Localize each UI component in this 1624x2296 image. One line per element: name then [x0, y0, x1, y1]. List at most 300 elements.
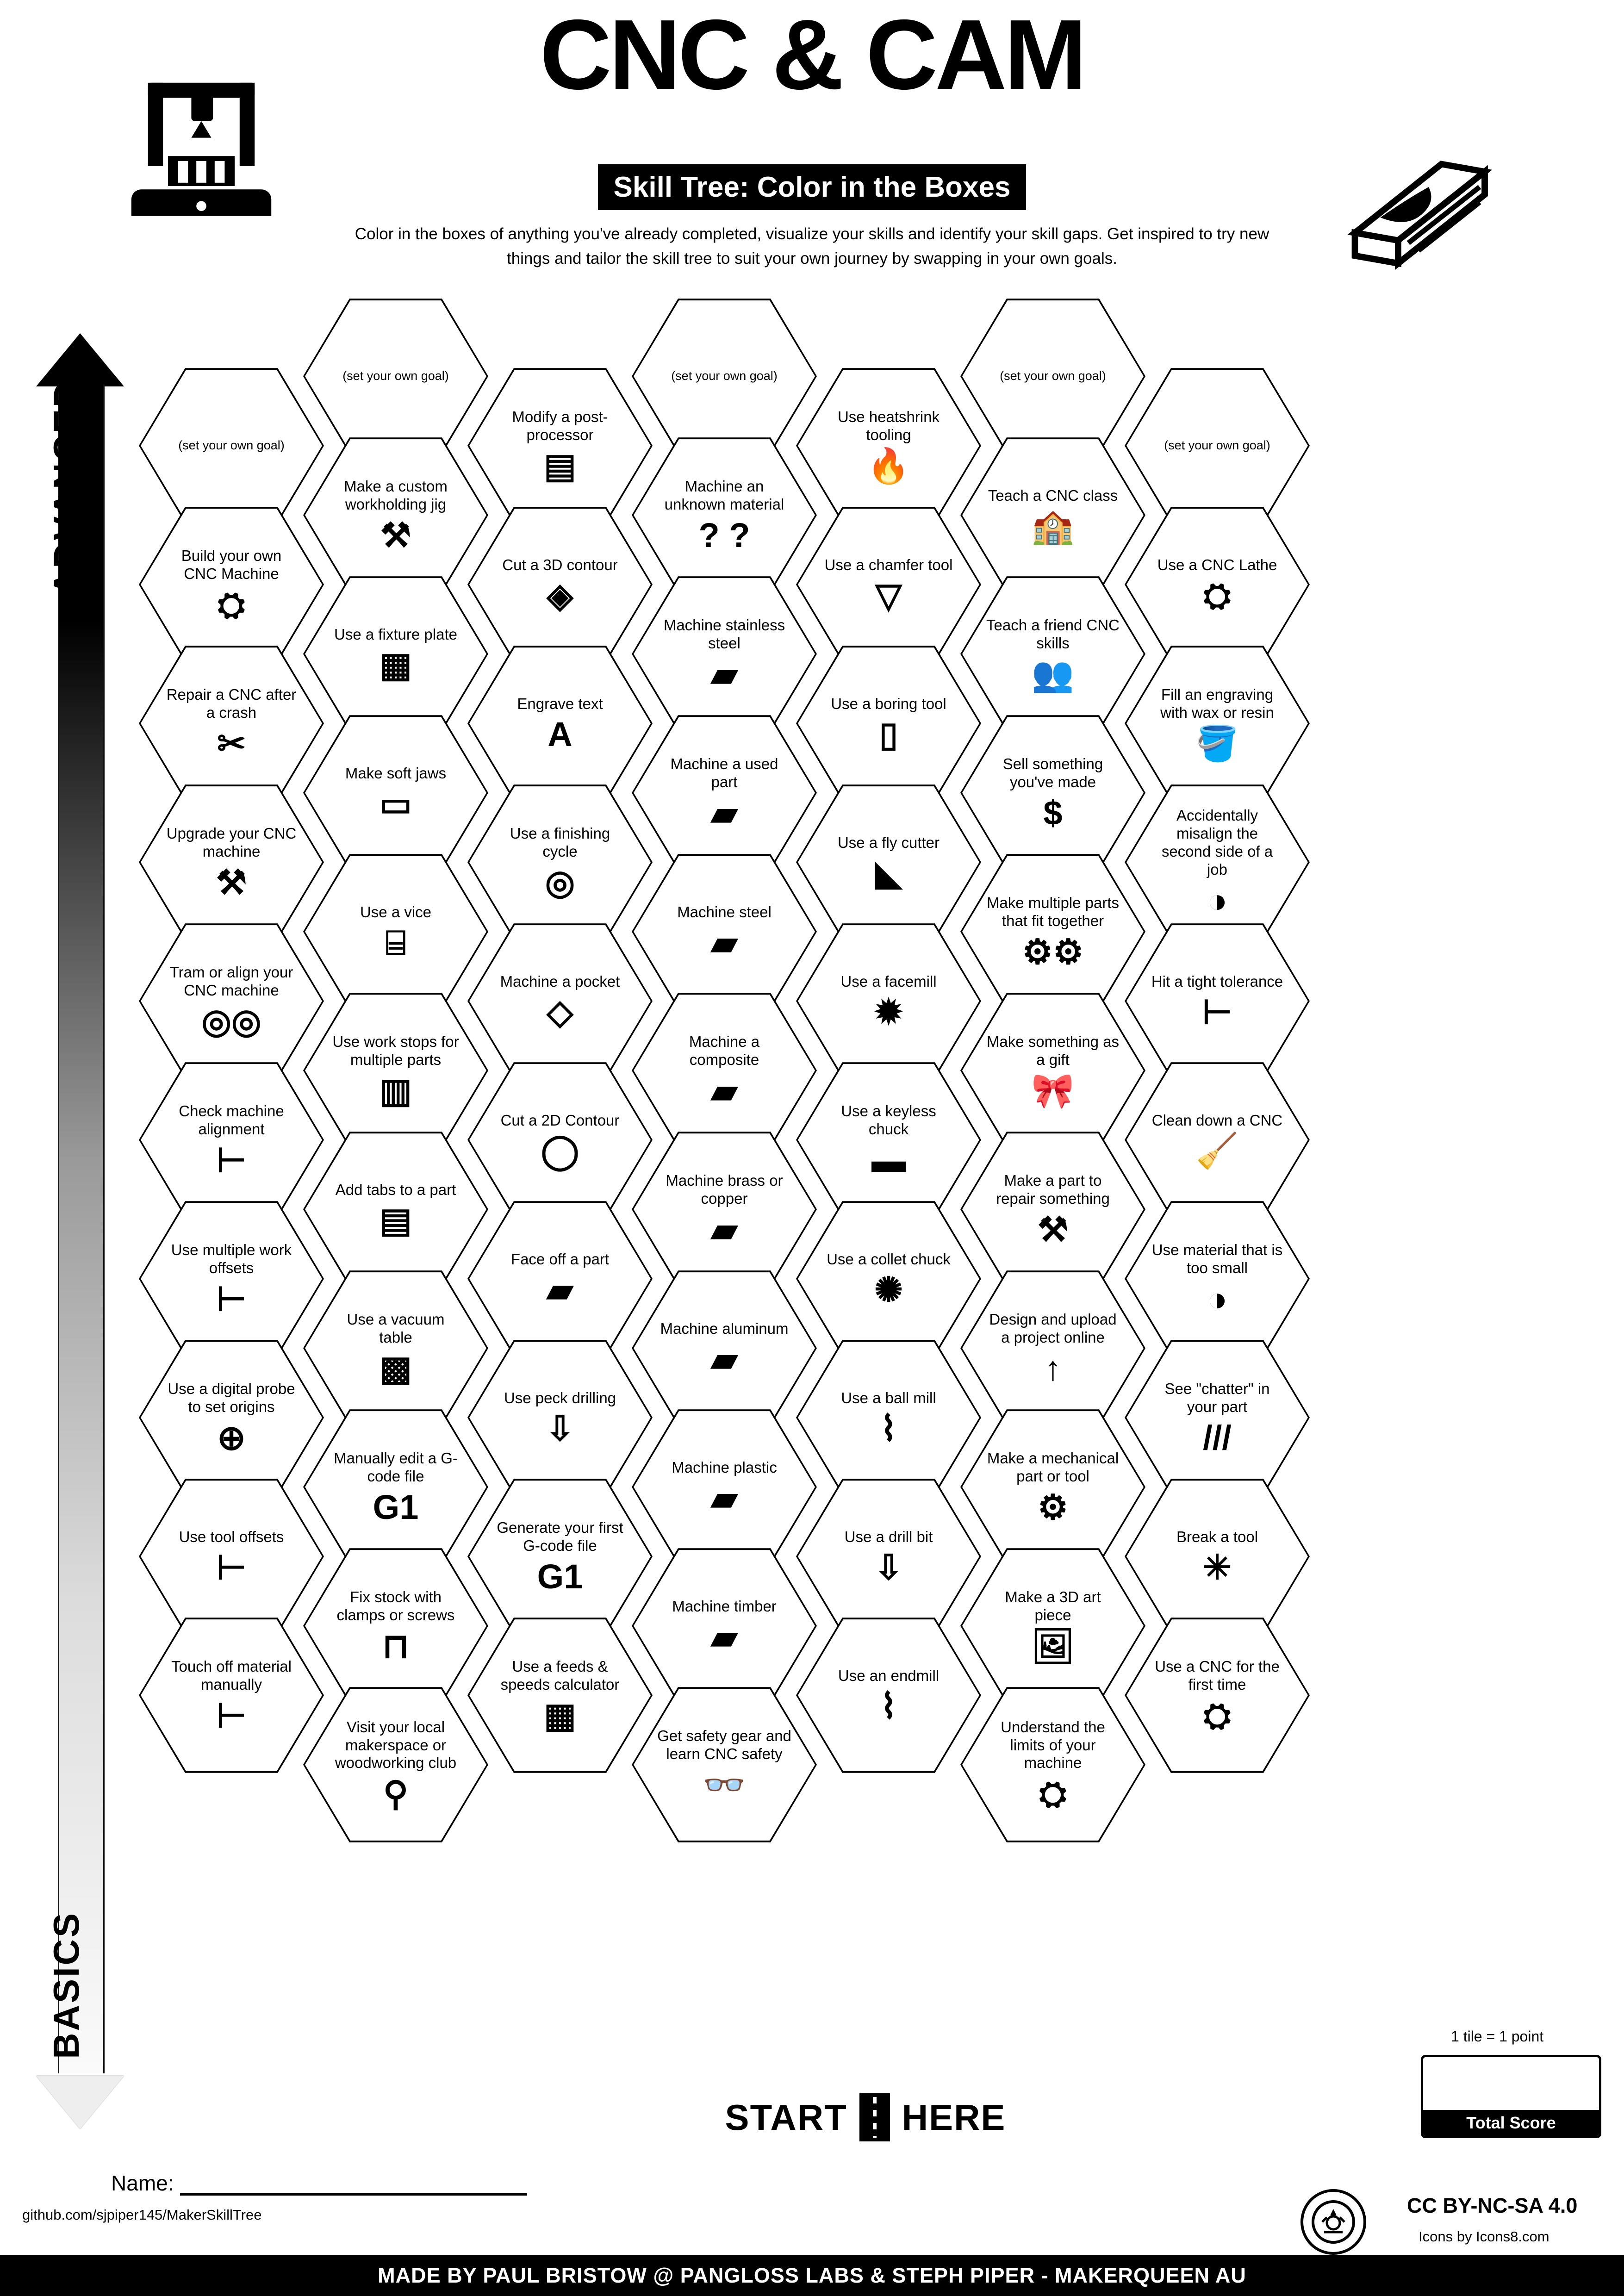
- skill-label: Use a feeds & speeds calculator: [500, 1658, 620, 1693]
- hex-content: [491, 654, 629, 793]
- hex-content: [1148, 1070, 1287, 1209]
- skill-hex[interactable]: [139, 1338, 324, 1498]
- hex-content: [655, 446, 794, 585]
- skill-label: Tram or align your CNC machine: [169, 964, 293, 999]
- hex-content: [819, 1626, 958, 1765]
- skill-label: Fix stock with clamps or screws: [336, 1588, 455, 1624]
- skill-label: Machine brass or copper: [666, 1172, 783, 1207]
- hex-content: [326, 1279, 465, 1418]
- total-score-label: Total Score: [1423, 2110, 1599, 2136]
- skill-hex[interactable]: [960, 1546, 1145, 1706]
- skill-label: Use a facemill: [840, 972, 937, 990]
- skill-label: Machine a composite: [689, 1033, 760, 1068]
- vice-icon: ⌸: [385, 923, 406, 962]
- hex-content: [162, 1209, 301, 1348]
- skill-label: Make something as a gift: [986, 1033, 1120, 1068]
- skill-hex[interactable]: [139, 921, 324, 1081]
- page-blurb: Color in the boxes of anything you've already completed, visualize your skills and identify your skill gaps. Get inspired to try new things and tailor the skill tree to suit your own journey by swapping in your own goals.: [355, 225, 1269, 268]
- drill-bit-icon: ⇩: [874, 1548, 903, 1587]
- skill-hex[interactable]: [796, 1615, 981, 1775]
- cnc-machine-icon: ⛭: [1039, 1774, 1067, 1813]
- skill-label: Accidentally misalign the second side of a job: [1161, 807, 1273, 878]
- hex-content: [983, 1279, 1122, 1418]
- skill-label: Make a 3D art piece: [1005, 1588, 1101, 1624]
- hex-content: [819, 1209, 958, 1348]
- skill-hex[interactable]: [960, 990, 1145, 1151]
- skill-label: Use a vacuum table: [347, 1311, 445, 1346]
- hex-content: [819, 1070, 958, 1209]
- hex-content: [819, 793, 958, 932]
- skill-label: Machine steel: [677, 903, 772, 921]
- skill-hex[interactable]: [467, 504, 653, 665]
- wrench-screwdriver-icon: ⚒: [380, 516, 411, 554]
- skill-hex[interactable]: [303, 1546, 488, 1706]
- license-text: CC BY-NC-SA 4.0: [1407, 2194, 1578, 2217]
- hex-content: [491, 1070, 629, 1209]
- skill-hex[interactable]: [139, 782, 324, 942]
- skill-hex[interactable]: [139, 1199, 324, 1359]
- skill-label: (set your own goal): [342, 369, 449, 383]
- skill-label: Use a keyless chuck: [841, 1102, 936, 1138]
- skill-label: (set your own goal): [1000, 369, 1106, 383]
- skill-hex[interactable]: [960, 852, 1145, 1012]
- skill-hex[interactable]: [796, 782, 981, 942]
- hex-content: [655, 1418, 794, 1556]
- skill-label: (set your own goal): [671, 369, 778, 383]
- ball-mill-icon: ⌇: [880, 1409, 897, 1448]
- dial-gauges-icon: ◎◎: [201, 1002, 261, 1040]
- page-title: CNC & CAM: [540, 0, 1084, 110]
- skill-hex[interactable]: [796, 643, 981, 803]
- fly-cutter-icon: ◣: [875, 854, 902, 893]
- hex-content: [1148, 1209, 1287, 1348]
- skill-hex[interactable]: [796, 366, 981, 526]
- hex-content: [983, 446, 1122, 585]
- tile-point-note: 1 tile = 1 point: [1451, 2028, 1544, 2045]
- metal-bar-icon: ▰: [711, 1479, 738, 1518]
- skill-hex[interactable]: [1125, 1615, 1310, 1775]
- skill-label: Machine aluminum: [660, 1319, 789, 1337]
- hex-content: [326, 1140, 465, 1279]
- skill-hex[interactable]: [796, 1476, 981, 1636]
- metal-bar-icon: ▰: [711, 1340, 738, 1379]
- github-link[interactable]: github.com/sjpiper145/MakerSkillTree: [22, 2207, 262, 2223]
- hex-content: [983, 307, 1122, 446]
- hex-content: [819, 654, 958, 793]
- hex-content: [326, 862, 465, 1001]
- lathe-icon: ⛭: [1203, 576, 1231, 615]
- skill-label: Cut a 2D Contour: [500, 1111, 620, 1129]
- teacher-board-icon: 🏫: [1031, 507, 1075, 546]
- hex-content: [326, 307, 465, 446]
- hex-content: [655, 307, 794, 446]
- hex-content: [983, 585, 1122, 723]
- letter-a-icon: A: [548, 715, 572, 754]
- skill-label: Generate your first G-code file: [497, 1519, 623, 1554]
- skill-hex[interactable]: [139, 366, 324, 526]
- hex-content: [983, 1556, 1122, 1695]
- 2d-contour-icon: ◯: [541, 1132, 579, 1170]
- hex-content: [1148, 515, 1287, 654]
- calculator-icon: ▦: [544, 1696, 576, 1735]
- hex-content: [1148, 1626, 1287, 1765]
- hex-content: [326, 1556, 465, 1695]
- skill-label: Use a ball mill: [841, 1389, 936, 1406]
- skill-label: Fill an engraving with wax or resin: [1160, 686, 1274, 721]
- skill-hex[interactable]: [796, 504, 981, 665]
- metal-bar-icon: ▰: [711, 793, 738, 832]
- g1-file-icon: G1: [537, 1557, 583, 1596]
- hex-content: [162, 1070, 301, 1209]
- skill-hex[interactable]: [303, 574, 488, 734]
- skill-label: Add tabs to a part: [335, 1181, 456, 1198]
- hex-content: [162, 515, 301, 654]
- hex-content: [491, 1209, 629, 1348]
- skill-label: Make a custom workholding jig: [344, 478, 448, 513]
- skill-hex[interactable]: [1125, 1199, 1310, 1359]
- skill-label: Design and upload a project online: [989, 1311, 1117, 1346]
- fixture-plate-icon: ▦: [380, 646, 412, 684]
- hex-content: [162, 1348, 301, 1487]
- skill-hex[interactable]: [303, 1129, 488, 1289]
- face-off-icon: ▰: [547, 1270, 573, 1309]
- metal-bar-icon: ▰: [711, 923, 738, 962]
- skill-label: Use work stops for multiple parts: [332, 1033, 459, 1068]
- skill-hex[interactable]: [303, 990, 488, 1151]
- flame-icon: 🔥: [867, 446, 910, 485]
- caliper-icon: ⊢: [216, 1279, 247, 1318]
- hex-content: [655, 1279, 794, 1418]
- g1-file-icon: G1: [373, 1487, 419, 1526]
- skill-hex[interactable]: [467, 1060, 653, 1220]
- skill-hex[interactable]: [632, 1685, 817, 1845]
- wrench-screwdriver-icon: ⚒: [1037, 1210, 1069, 1249]
- skill-hex[interactable]: [467, 1338, 653, 1498]
- skill-label: Make soft jaws: [345, 764, 447, 782]
- hex-content: [491, 1348, 629, 1487]
- skill-label: Use a fly cutter: [837, 834, 940, 851]
- skill-label: Use a boring tool: [831, 695, 946, 712]
- skill-label: Use peck drilling: [504, 1389, 616, 1406]
- hex-content: [655, 862, 794, 1001]
- skill-hex[interactable]: [303, 1268, 488, 1428]
- skill-label: Use heatshrink tooling: [837, 408, 940, 443]
- skill-label: Use a CNC Lathe: [1157, 556, 1277, 573]
- hex-content: [655, 1695, 794, 1834]
- skill-label: Engrave text: [517, 695, 603, 712]
- skill-hex[interactable]: [960, 1685, 1145, 1845]
- hex-content: [162, 654, 301, 793]
- boring-tool-icon: ▯: [879, 715, 898, 754]
- caliper-icon: ⊢: [216, 1696, 247, 1735]
- skill-label: Machine a used part: [670, 755, 778, 790]
- skill-label: Face off a part: [510, 1250, 610, 1268]
- skill-hex[interactable]: [632, 296, 817, 456]
- hex-content: [819, 1487, 958, 1626]
- skill-hex[interactable]: [139, 1476, 324, 1636]
- skill-hex[interactable]: [796, 921, 981, 1081]
- skill-hex[interactable]: [960, 435, 1145, 595]
- skill-label: Use an endmill: [838, 1667, 940, 1684]
- cnc-upgrade-icon: ⚒: [216, 863, 247, 902]
- skill-label: Machine an unknown material: [664, 478, 784, 513]
- skill-hex[interactable]: [960, 574, 1145, 734]
- skill-label: Hit a tight tolerance: [1151, 972, 1283, 990]
- skill-hex[interactable]: [960, 713, 1145, 873]
- skill-label: Touch off material manually: [171, 1658, 292, 1693]
- skill-hex[interactable]: [796, 1199, 981, 1359]
- peck-drill-icon: ⇩: [545, 1409, 574, 1448]
- skill-label: Teach a CNC class: [988, 486, 1118, 504]
- total-score-box[interactable]: [1421, 2055, 1601, 2138]
- metal-bar-icon: ▰: [711, 1071, 738, 1110]
- 3d-contour-icon: ◈: [547, 576, 573, 615]
- skill-hex[interactable]: [467, 643, 653, 803]
- hex-content: [326, 723, 465, 862]
- road-icon: [859, 2093, 890, 2141]
- small-part-icon: ◑: [1207, 1279, 1228, 1318]
- hex-content: [819, 515, 958, 654]
- skill-hex[interactable]: [1125, 366, 1310, 526]
- skill-hex[interactable]: [960, 1129, 1145, 1289]
- axis-label-basics: BASICS: [46, 1911, 87, 2059]
- skill-label: Use a finishing cycle: [510, 825, 610, 860]
- skill-hex[interactable]: [303, 713, 488, 873]
- skill-hex[interactable]: [303, 852, 488, 1012]
- skill-label: Sell something you've made: [1002, 755, 1103, 790]
- skill-label: Build your own CNC Machine: [181, 547, 282, 582]
- skill-hex[interactable]: [467, 782, 653, 942]
- skill-label: Check machine alignment: [179, 1102, 284, 1138]
- skill-label: Use a vice: [360, 903, 432, 921]
- hex-content: [491, 515, 629, 654]
- skill-hex[interactable]: [467, 1199, 653, 1359]
- gears-icon: ⚙⚙: [1022, 932, 1084, 971]
- metal-bar-icon: ▰: [711, 1210, 738, 1249]
- skill-hex[interactable]: [467, 366, 653, 526]
- skill-hex[interactable]: [139, 504, 324, 665]
- skill-hex[interactable]: [1125, 1476, 1310, 1636]
- hex-content: [1148, 1348, 1287, 1487]
- skill-hex[interactable]: [960, 296, 1145, 456]
- cnc-machine-icon: ⛭: [1203, 1696, 1231, 1735]
- metal-bar-icon: ▰: [711, 654, 738, 693]
- skill-label: Use a drill bit: [844, 1528, 933, 1545]
- skill-label: Make a mechanical part or tool: [987, 1450, 1119, 1485]
- skill-label: Visit your local makerspace or woodworking club: [335, 1718, 457, 1772]
- skill-label: Make multiple parts that fit together: [986, 894, 1120, 929]
- hex-content: [162, 376, 301, 515]
- skill-hex[interactable]: [303, 296, 488, 456]
- skill-hex[interactable]: [632, 1129, 817, 1289]
- skill-label: Break a tool: [1176, 1528, 1258, 1545]
- skill-hex[interactable]: [139, 1615, 324, 1775]
- skill-label: Make a part to repair something: [996, 1172, 1110, 1207]
- start-label: START: [725, 2097, 847, 2138]
- skill-hex[interactable]: [960, 1407, 1145, 1567]
- vacuum-table-icon: ▩: [380, 1349, 412, 1388]
- hex-content: [326, 1418, 465, 1556]
- wrench-screwdriver-icon: ✂: [217, 724, 246, 763]
- hex-content: [819, 932, 958, 1070]
- hex-content: [983, 723, 1122, 862]
- skill-hex[interactable]: [1125, 504, 1310, 665]
- facemill-icon: ✹: [874, 993, 903, 1032]
- name-input-rule[interactable]: [180, 2190, 527, 2196]
- skill-hex[interactable]: [1125, 921, 1310, 1081]
- hex-content: [326, 585, 465, 723]
- skill-hex[interactable]: [467, 1615, 653, 1775]
- skill-label: Use material that is too small: [1151, 1241, 1283, 1276]
- hex-content: [655, 1556, 794, 1695]
- skill-label: Modify a post-processor: [512, 408, 608, 443]
- skill-hex[interactable]: [632, 852, 817, 1012]
- skill-label: Cut a 3D contour: [502, 556, 618, 573]
- skill-label: Upgrade your CNC machine: [166, 825, 297, 860]
- hex-content: [326, 1695, 465, 1834]
- caliper-icon: ⊢: [1202, 993, 1232, 1032]
- skill-hex[interactable]: [303, 435, 488, 595]
- hex-content: [655, 585, 794, 723]
- map-pin-icon: ⚲: [383, 1774, 409, 1813]
- skill-label: Use a collet chuck: [827, 1250, 951, 1268]
- hex-content: [1148, 376, 1287, 515]
- name-label: Name:: [111, 2171, 174, 2195]
- hex-content: [983, 1418, 1122, 1556]
- start-here-marker: [680, 2092, 1051, 2143]
- skill-label: See "chatter" in your part: [1164, 1380, 1270, 1415]
- skill-label: Machine timber: [672, 1597, 777, 1615]
- safety-glasses-icon: 👓: [703, 1765, 746, 1804]
- axis-label-advanced: ADVANCED: [46, 380, 87, 597]
- broken-part-icon: ◑: [1207, 881, 1228, 920]
- keyless-chuck-icon: ▬: [871, 1140, 906, 1179]
- skill-hex[interactable]: [1125, 643, 1310, 803]
- hex-content: [655, 1001, 794, 1140]
- hex-content: [162, 793, 301, 932]
- skill-hex[interactable]: [632, 1546, 817, 1706]
- tabs-part-icon: ▤: [380, 1201, 412, 1240]
- two-people-icon: 👥: [1031, 654, 1075, 693]
- paint-bucket-icon: 🪣: [1195, 724, 1239, 763]
- caliper-icon: ⊢: [216, 1548, 247, 1587]
- skill-hex[interactable]: [632, 435, 817, 595]
- skill-hex[interactable]: [303, 1685, 488, 1845]
- skill-label: Use multiple work offsets: [171, 1241, 292, 1276]
- dollar-coin-icon: $: [1043, 793, 1063, 832]
- skill-hex[interactable]: [796, 1060, 981, 1220]
- clamp-icon: ⊓: [382, 1626, 409, 1665]
- skill-hex[interactable]: [796, 1338, 981, 1498]
- hex-content: [819, 1348, 958, 1487]
- hex-content: [655, 1140, 794, 1279]
- hex-content: [655, 723, 794, 862]
- hex-content: [162, 932, 301, 1070]
- easel-icon: 🖼: [1031, 1626, 1075, 1665]
- skill-hex[interactable]: [632, 1407, 817, 1567]
- cnc-machine-sparkle-icon: ⛭: [218, 585, 245, 624]
- icons-credit: Icons by Icons8.com: [1419, 2228, 1549, 2245]
- skill-label: Clean down a CNC: [1151, 1111, 1283, 1129]
- hex-content: [491, 1626, 629, 1765]
- skill-hex[interactable]: [1125, 1060, 1310, 1220]
- gear-icon: ⚙: [1037, 1487, 1069, 1526]
- skill-label: Machine stainless steel: [663, 616, 785, 652]
- timber-icon: ▰: [711, 1618, 738, 1656]
- broom-icon: 🧹: [1195, 1132, 1239, 1170]
- chamfer-tool-icon: ▽: [875, 576, 902, 615]
- hex-content: [983, 1140, 1122, 1279]
- hex-content: [491, 1487, 629, 1626]
- endmill-icon: ⌇: [880, 1687, 897, 1726]
- collet-chuck-icon: ✺: [874, 1270, 903, 1309]
- skill-label: Use a chamfer tool: [824, 556, 953, 573]
- hex-content: [1148, 1487, 1287, 1626]
- soft-jaws-icon: ▭: [380, 784, 412, 823]
- here-label: HERE: [902, 2097, 1006, 2138]
- hex-content: [983, 862, 1122, 1001]
- work-stops-icon: ▥: [380, 1071, 412, 1110]
- upload-arrow-icon: ↑: [1044, 1349, 1062, 1388]
- skill-label: Understand the limits of your machine: [1001, 1718, 1105, 1772]
- skill-label: Machine a pocket: [500, 972, 620, 990]
- skill-hex[interactable]: [467, 921, 653, 1081]
- skill-label: Repair a CNC after a crash: [166, 686, 297, 721]
- hex-content: [1148, 932, 1287, 1070]
- skill-label: Get safety gear and learn CNC safety: [657, 1727, 791, 1762]
- broken-tool-icon: ✳: [1202, 1548, 1232, 1587]
- page-subtitle: Skill Tree: Color in the Boxes: [598, 164, 1027, 210]
- skill-hex[interactable]: [139, 1060, 324, 1220]
- skill-hex[interactable]: [139, 643, 324, 803]
- skill-hex[interactable]: [467, 1476, 653, 1636]
- skill-hex[interactable]: [1125, 1338, 1310, 1498]
- hex-content: [162, 1487, 301, 1626]
- post-processor-icon: ▤: [544, 446, 576, 485]
- name-field[interactable]: [111, 2171, 527, 2196]
- pocket-icon: ◇: [547, 993, 573, 1032]
- cc-badge-icon: [1300, 2189, 1366, 2255]
- caliper-icon: ⊢: [216, 1140, 247, 1179]
- skill-hex[interactable]: [632, 713, 817, 873]
- skill-hex[interactable]: [960, 1268, 1145, 1428]
- hex-content: [326, 1001, 465, 1140]
- skill-hex[interactable]: [632, 990, 817, 1151]
- hex-content: [326, 446, 465, 585]
- hex-content: [491, 376, 629, 515]
- skill-label: Use a fixture plate: [334, 625, 457, 643]
- finishing-cycle-icon: ◎: [545, 863, 575, 902]
- page-footer: MADE BY PAUL BRISTOW @ PANGLOSS LABS & STEPH PIPER - MAKERQUEEN AU: [0, 2255, 1624, 2296]
- skill-hex[interactable]: [1125, 782, 1310, 942]
- skill-hex[interactable]: [303, 1407, 488, 1567]
- skill-hex[interactable]: [632, 574, 817, 734]
- crosshair-icon: ⊕: [217, 1418, 246, 1457]
- hex-content: [983, 1695, 1122, 1834]
- hex-content: [491, 932, 629, 1070]
- hex-content: [162, 1626, 301, 1765]
- question-marks-icon: ? ?: [698, 516, 750, 554]
- skill-label: Use tool offsets: [179, 1528, 284, 1545]
- skill-hex[interactable]: [632, 1268, 817, 1428]
- hex-content: [819, 376, 958, 515]
- skill-label: Use a CNC for the first time: [1155, 1658, 1280, 1693]
- skill-label: Manually edit a G-code file: [334, 1450, 458, 1485]
- chatter-lines-icon: ///: [1203, 1418, 1232, 1457]
- hex-content: [1148, 793, 1287, 932]
- hex-content: [983, 1001, 1122, 1140]
- gift-bow-icon: 🎀: [1031, 1071, 1075, 1110]
